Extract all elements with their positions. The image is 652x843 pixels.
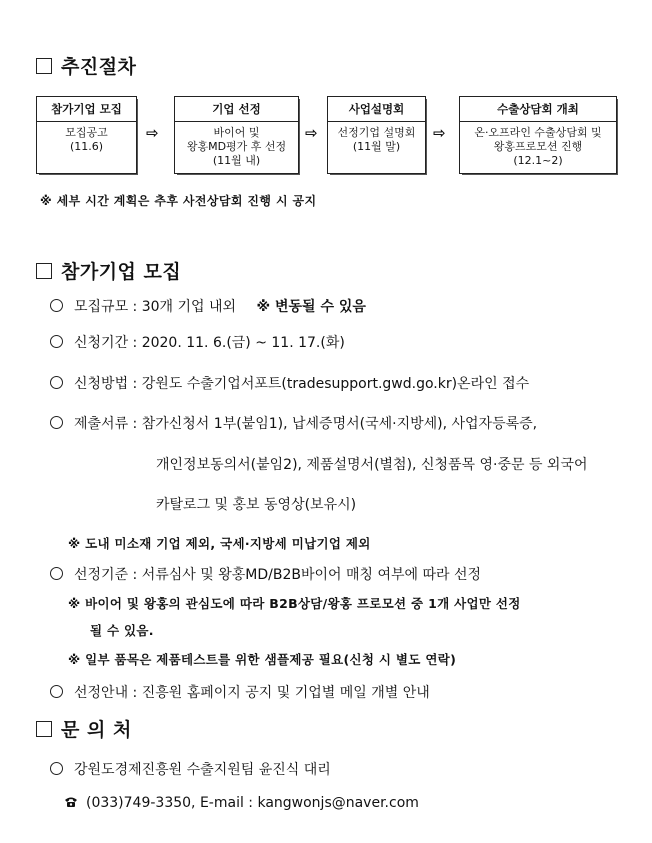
criteria-note-1-cont: 될 수 있음. <box>90 623 154 638</box>
bullet-circle-icon <box>50 335 63 348</box>
section-heading-procedure: 추진절차 <box>36 52 136 79</box>
step-head: 사업설명회 <box>328 97 425 122</box>
step-head: 참가기업 모집 <box>37 97 136 122</box>
process-step-export-meeting <box>459 96 617 174</box>
item-method: 신청방법 : 강원도 수출기업서포트(tradesupport.gwd.go.kr)온라인 접수 <box>50 373 529 393</box>
section-heading-contact: 문 의 처 <box>36 715 132 742</box>
checkbox-square-icon <box>36 58 52 74</box>
step-body: 모집공고 (11.6) <box>65 126 108 153</box>
item-scale: 모집규모 : 30개 기업 내외 ※ 변동될 수 있음 <box>50 296 366 316</box>
schedule-note: ※ 세부 시간 계획은 추후 사전상담회 진행 시 공지 <box>40 194 317 208</box>
bullet-circle-icon <box>50 416 63 429</box>
section-heading-recruitment: 참가기업 모집 <box>36 257 181 284</box>
step-head: 수출상담회 개최 <box>460 97 616 122</box>
arrow-right-icon: ⇨ <box>305 124 318 142</box>
bullet-circle-icon <box>50 685 63 698</box>
item-period: 신청기간 : 2020. 11. 6.(금) ~ 11. 17.(화) <box>50 332 345 352</box>
bullet-circle-icon <box>50 376 63 389</box>
criteria-note-2: ※ 일부 품목은 제품테스트를 위한 샘플제공 필요(신청 시 별도 연락) <box>68 652 457 667</box>
step-head: 기업 선정 <box>175 97 298 122</box>
step-body: 선정기업 설명회 (11월 말) <box>337 126 416 153</box>
process-step-recruit <box>36 96 137 174</box>
telephone-icon <box>64 796 78 808</box>
documents-line-3: 카탈로그 및 홍보 동영상(보유시) <box>156 497 357 513</box>
checkbox-square-icon <box>36 721 52 737</box>
item-documents: 제출서류 : 참가신청서 1부(붙임1), 납세증명서(국세·지방세), 사업자등록증, <box>50 413 537 433</box>
arrow-right-icon: ⇨ <box>146 124 159 142</box>
bullet-circle-icon <box>50 299 63 312</box>
step-body: 온·오프라인 수출상담회 및 왕홍프로모션 진행 (12.1~2) <box>474 126 602 167</box>
bullet-circle-icon <box>50 762 63 775</box>
exclusion-note: ※ 도내 미소재 기업 제외, 국세·지방세 미납기업 제외 <box>68 536 371 551</box>
item-criteria: 선정기준 : 서류심사 및 왕홍MD/B2B바이어 매칭 여부에 따라 선정 <box>50 564 481 584</box>
checkbox-square-icon <box>36 263 52 279</box>
step-body: 바이어 및 왕홍MD평가 후 선정 (11월 내) <box>186 126 287 167</box>
arrow-right-icon: ⇨ <box>433 124 446 142</box>
item-guide: 선정안내 : 진흥원 홈페이지 공지 및 기업별 메일 개별 안내 <box>50 682 430 702</box>
scale-note: ※ 변동될 수 있음 <box>256 299 366 315</box>
bullet-circle-icon <box>50 567 63 580</box>
contact-organization: 강원도경제진흥원 수출지원팀 윤진식 대리 <box>50 759 331 779</box>
contact-phone-email: (033)749-3350, E-mail : kangwonjs@naver.com <box>64 795 419 811</box>
documents-line-2: 개인정보동의서(붙임2), 제품설명서(별첨), 신청품목 영·중문 등 외국어 <box>156 457 588 473</box>
criteria-note-1: ※ 바이어 및 왕홍의 관심도에 따라 B2B상담/왕홍 프로모션 중 1개 사업만 선정 <box>68 596 521 611</box>
process-step-selection <box>174 96 299 174</box>
process-step-briefing <box>327 96 426 174</box>
